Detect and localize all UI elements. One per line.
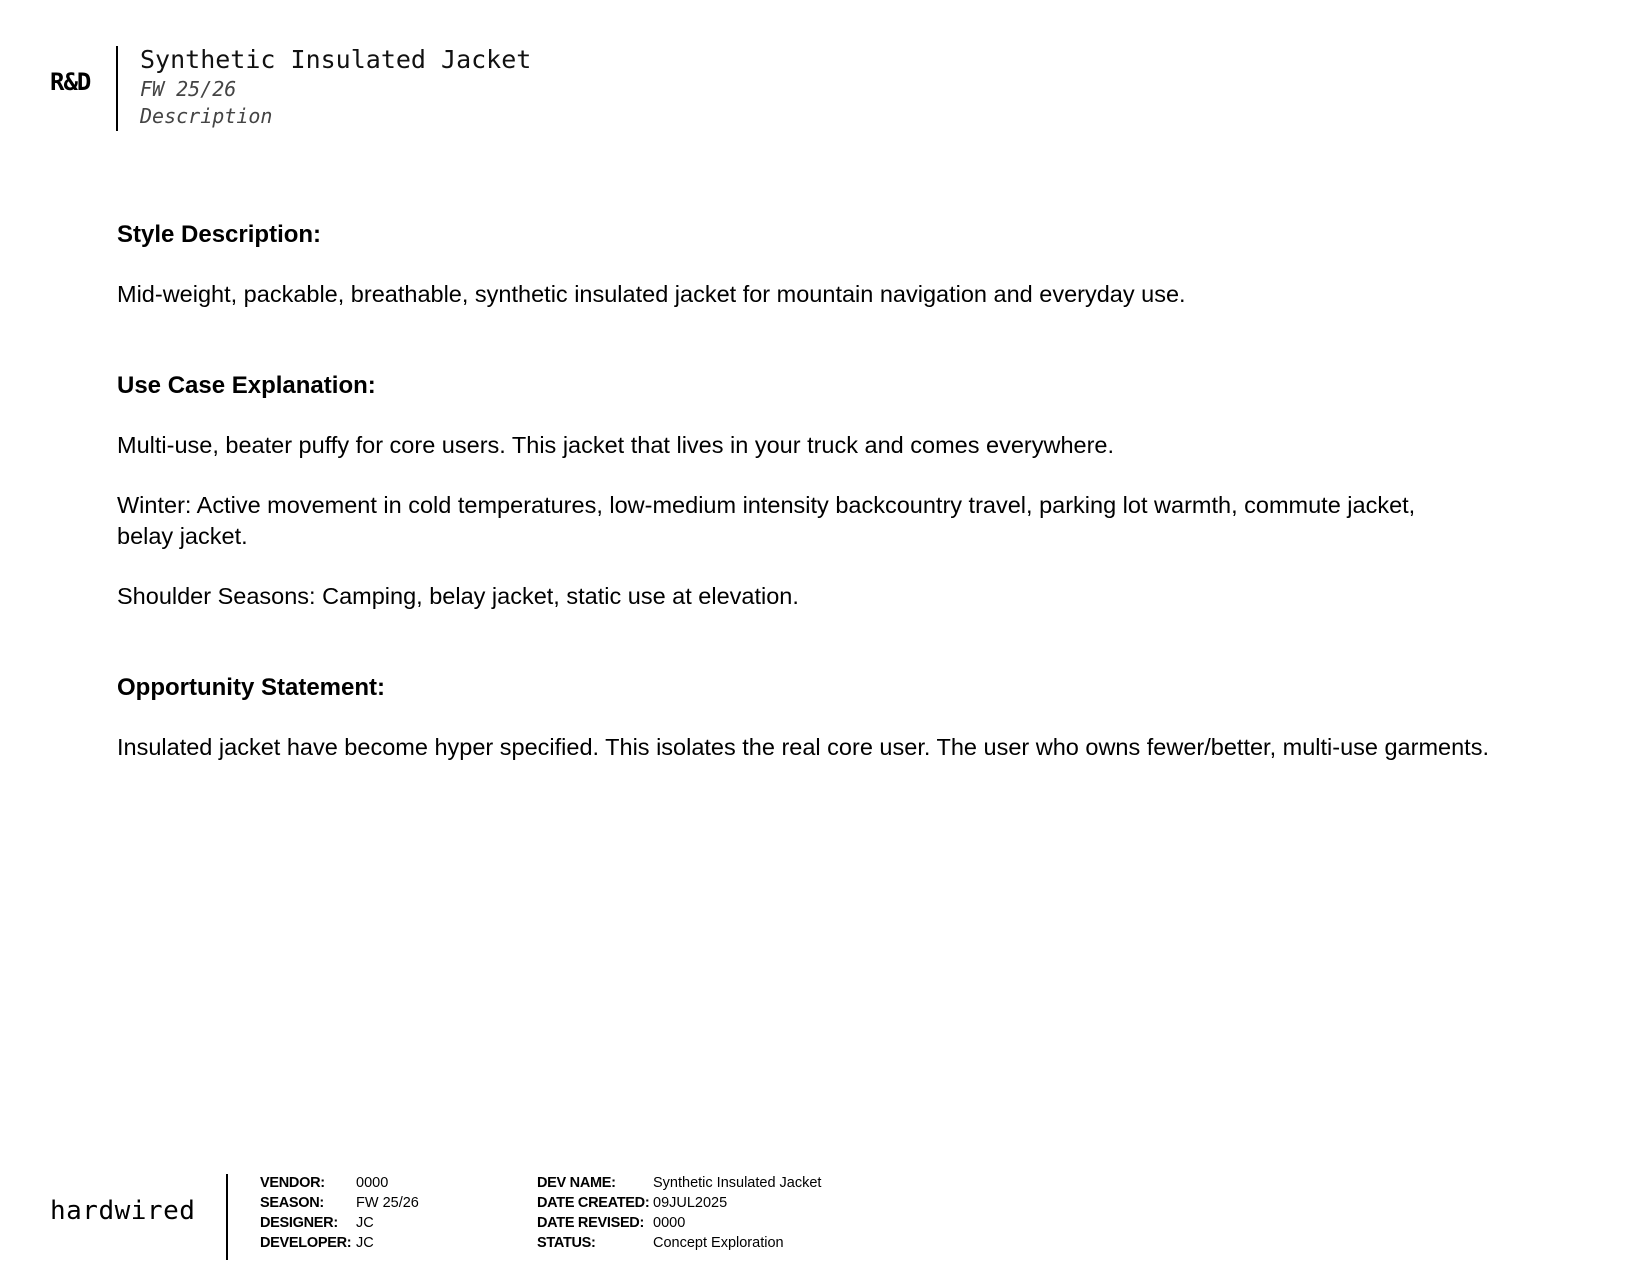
footer-row-status <box>537 1233 821 1253</box>
footer-logo: hardwired <box>50 1196 196 1226</box>
header-divider <box>116 46 118 131</box>
field-value: 0000 <box>653 1215 686 1231</box>
field-value: Synthetic Insulated Jacket <box>653 1175 822 1191</box>
footer-divider <box>226 1174 228 1260</box>
use-case-paragraph: Multi-use, beater puffy for core users. This jacket that lives in your truck and comes everywhere. <box>117 432 1115 458</box>
field-value: 09JUL2025 <box>653 1195 728 1211</box>
field-label: DATE REVISED: <box>537 1215 645 1231</box>
field-value: JC <box>356 1215 374 1231</box>
field-label: DATE CREATED: <box>537 1195 650 1211</box>
footer-info-right <box>537 1173 821 1253</box>
field-label: VENDOR: <box>260 1175 325 1191</box>
field-label: DEV NAME: <box>537 1175 616 1191</box>
document-body <box>117 220 1597 763</box>
use-case-shoulder-seasons: Shoulder Seasons: Camping, belay jacket, static use at elevation. <box>117 583 799 609</box>
opportunity-text: Insulated jacket have become hyper specified. This isolates the real core user. The user who owns fewer/better, multi-use garments. <box>117 734 1489 760</box>
style-description-heading: Style Description: <box>117 221 322 248</box>
use-case-heading: Use Case Explanation: <box>117 372 376 399</box>
field-value: JC <box>356 1235 374 1251</box>
footer-row-dev-name <box>537 1173 821 1193</box>
footer-info-left <box>260 1173 419 1253</box>
header-text-block <box>140 44 531 130</box>
footer-row-designer <box>260 1213 419 1233</box>
brand-mark: R&D <box>50 68 91 96</box>
footer-row-date-revised <box>537 1213 821 1233</box>
field-value: 0000 <box>356 1175 389 1191</box>
page-title: Synthetic Insulated Jacket <box>140 45 532 74</box>
use-case-winter: Winter: Active movement in cold temperatures, low-medium intensity backcountry travel, parking lot warmth, commute jacket, belay jacket. <box>117 492 1416 549</box>
field-label: STATUS: <box>537 1235 596 1251</box>
opportunity-heading: Opportunity Statement: <box>117 674 385 701</box>
footer-row-season <box>260 1193 419 1213</box>
style-description-text: Mid-weight, packable, breathable, synthetic insulated jacket for mountain navigation and everyday use. <box>117 281 1186 307</box>
footer-row-developer <box>260 1233 419 1253</box>
field-label: DESIGNER: <box>260 1215 338 1231</box>
footer-row-vendor <box>260 1173 419 1193</box>
field-label: SEASON: <box>260 1195 324 1211</box>
season-label: FW 25/26 <box>140 77 237 101</box>
field-label: DEVELOPER: <box>260 1235 352 1251</box>
footer-row-date-created <box>537 1193 821 1213</box>
field-value: FW 25/26 <box>356 1195 419 1211</box>
section-label: Description <box>140 104 273 128</box>
field-value: Concept Exploration <box>653 1235 784 1251</box>
